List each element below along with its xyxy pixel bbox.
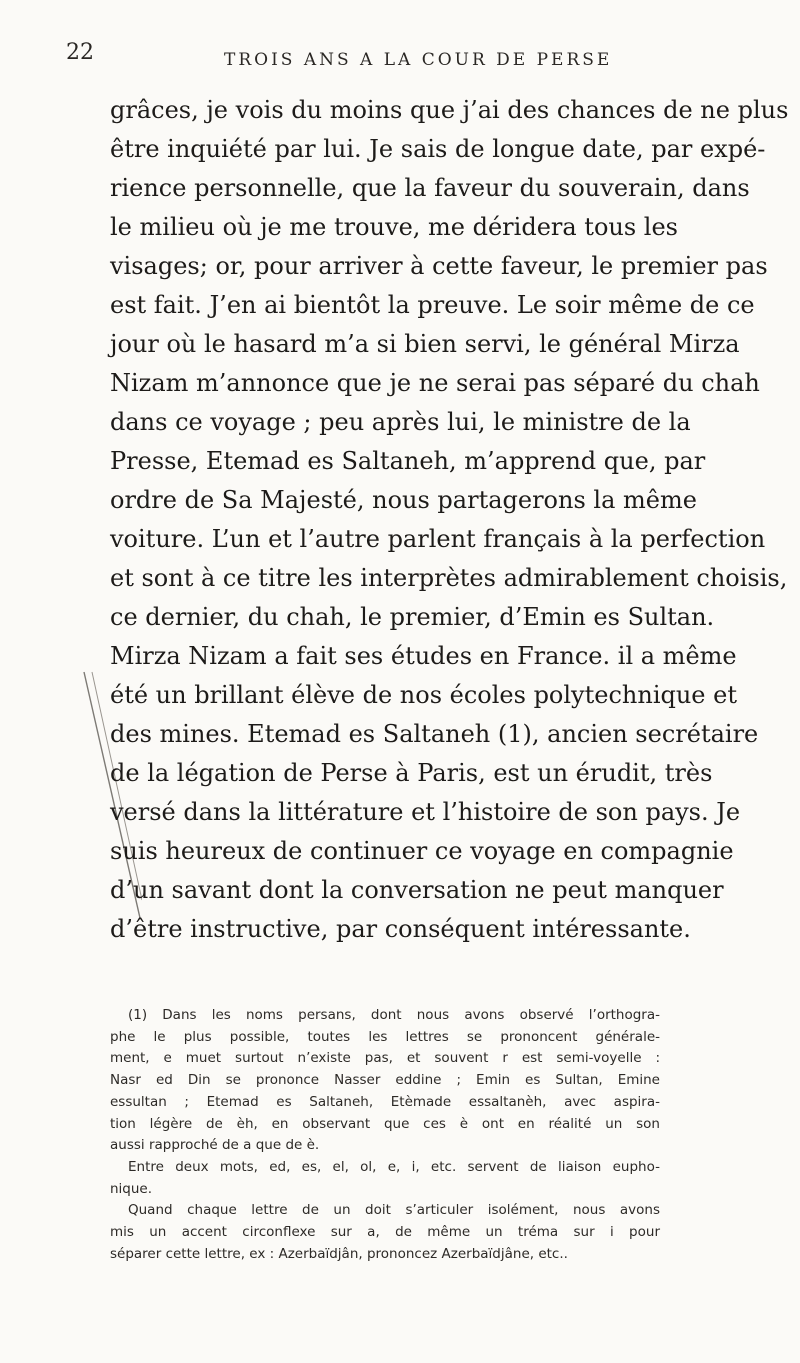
- text-line: dans ce voyage ; peu après lui, le ministre de la: [110, 408, 691, 436]
- text-line: visages; or, pour arriver à cette faveur, le premier pas: [110, 252, 768, 280]
- footnote-line: Nasr ed Din se prononce Nasser eddine ; Emin es Sultan, Emine: [110, 1072, 660, 1089]
- text-line: et sont à ce titre les interprètes admirablement choisis,: [110, 564, 788, 592]
- text-line: Mirza Nizam a fait ses études en France. il a même: [110, 642, 737, 670]
- text-line: suis heureux de continuer ce voyage en compagnie: [110, 837, 734, 865]
- footnote-line: aussi rapproché de a que de è.: [110, 1137, 320, 1154]
- text-line: été un brillant élève de nos écoles polytechnique et: [110, 681, 737, 709]
- text-line: ce dernier, du chah, le premier, d’Emin es Sultan.: [110, 603, 715, 631]
- text-line: voiture. L’un et l’autre parlent français à la perfection: [110, 525, 766, 553]
- footnote-line: mis un accent circonflexe sur a, de même un tréma sur i pour: [110, 1224, 660, 1241]
- footnote-line: ment, e muet surtout n’existe pas, et souvent r est semi-voyelle :: [110, 1050, 660, 1067]
- footnote-line: Quand chaque lettre de un doit s’articuler isolément, nous avons: [128, 1202, 660, 1219]
- footnote-line: Entre deux mots, ed, es, el, ol, e, i, etc. servent de liaison eupho-: [128, 1158, 660, 1175]
- main-text: [110, 91, 789, 949]
- text-line: de la légation de Perse à Paris, est un érudit, très: [110, 759, 713, 787]
- page-number: 22: [66, 40, 94, 65]
- footnote-line: (1) Dans les noms persans, dont nous avons observé l’orthogra-: [128, 1007, 660, 1023]
- footnote-line: nique.: [110, 1180, 153, 1197]
- footnote: [110, 1005, 660, 1265]
- footnote-line: phe le plus possible, toutes les lettres se prononcent générale-: [110, 1028, 660, 1045]
- text-line: d’être instructive, par conséquent intéressante.: [110, 915, 691, 943]
- text-line: Presse, Etemad es Saltaneh, m’apprend que, par: [110, 447, 706, 475]
- text-line: jour où le hasard m’a si bien servi, le général Mirza: [110, 330, 740, 358]
- text-line: grâces, je vois du moins que j’ai des chances de ne plus: [110, 96, 789, 124]
- text-line: le milieu où je me trouve, me déridera tous les: [110, 213, 678, 241]
- text-line: est fait. J’en ai bientôt la preuve. Le soir même de ce: [110, 291, 755, 319]
- text-line: des mines. Etemad es Saltaneh (1), ancien secrétaire: [110, 720, 759, 748]
- text-line: Nizam m’annonce que je ne serai pas séparé du chah: [110, 369, 760, 397]
- text-line: versé dans la littérature et l’histoire de son pays. Je: [110, 798, 741, 826]
- footnote-line: essultan ; Etemad es Saltaneh, Etèmade essaltanèh, avec aspira-: [110, 1093, 660, 1110]
- text-line: ordre de Sa Majesté, nous partagerons la même: [110, 486, 697, 514]
- text-line: être inquiété par lui. Je sais de longue date, par expé-: [110, 135, 766, 163]
- text-line: rience personnelle, que la faveur du souverain, dans: [110, 174, 750, 202]
- footnote-line: séparer cette lettre, ex : Azerbaïdjân, prononcez Azerbaïdjâne, etc..: [110, 1245, 568, 1262]
- text-line: d’un savant dont la conversation ne peut manquer: [110, 876, 724, 904]
- running-title: TROIS ANS A LA COUR DE PERSE: [224, 50, 613, 70]
- footnote-line: tion légère de èh, en observant que ces è ont en réalité un son: [110, 1115, 660, 1132]
